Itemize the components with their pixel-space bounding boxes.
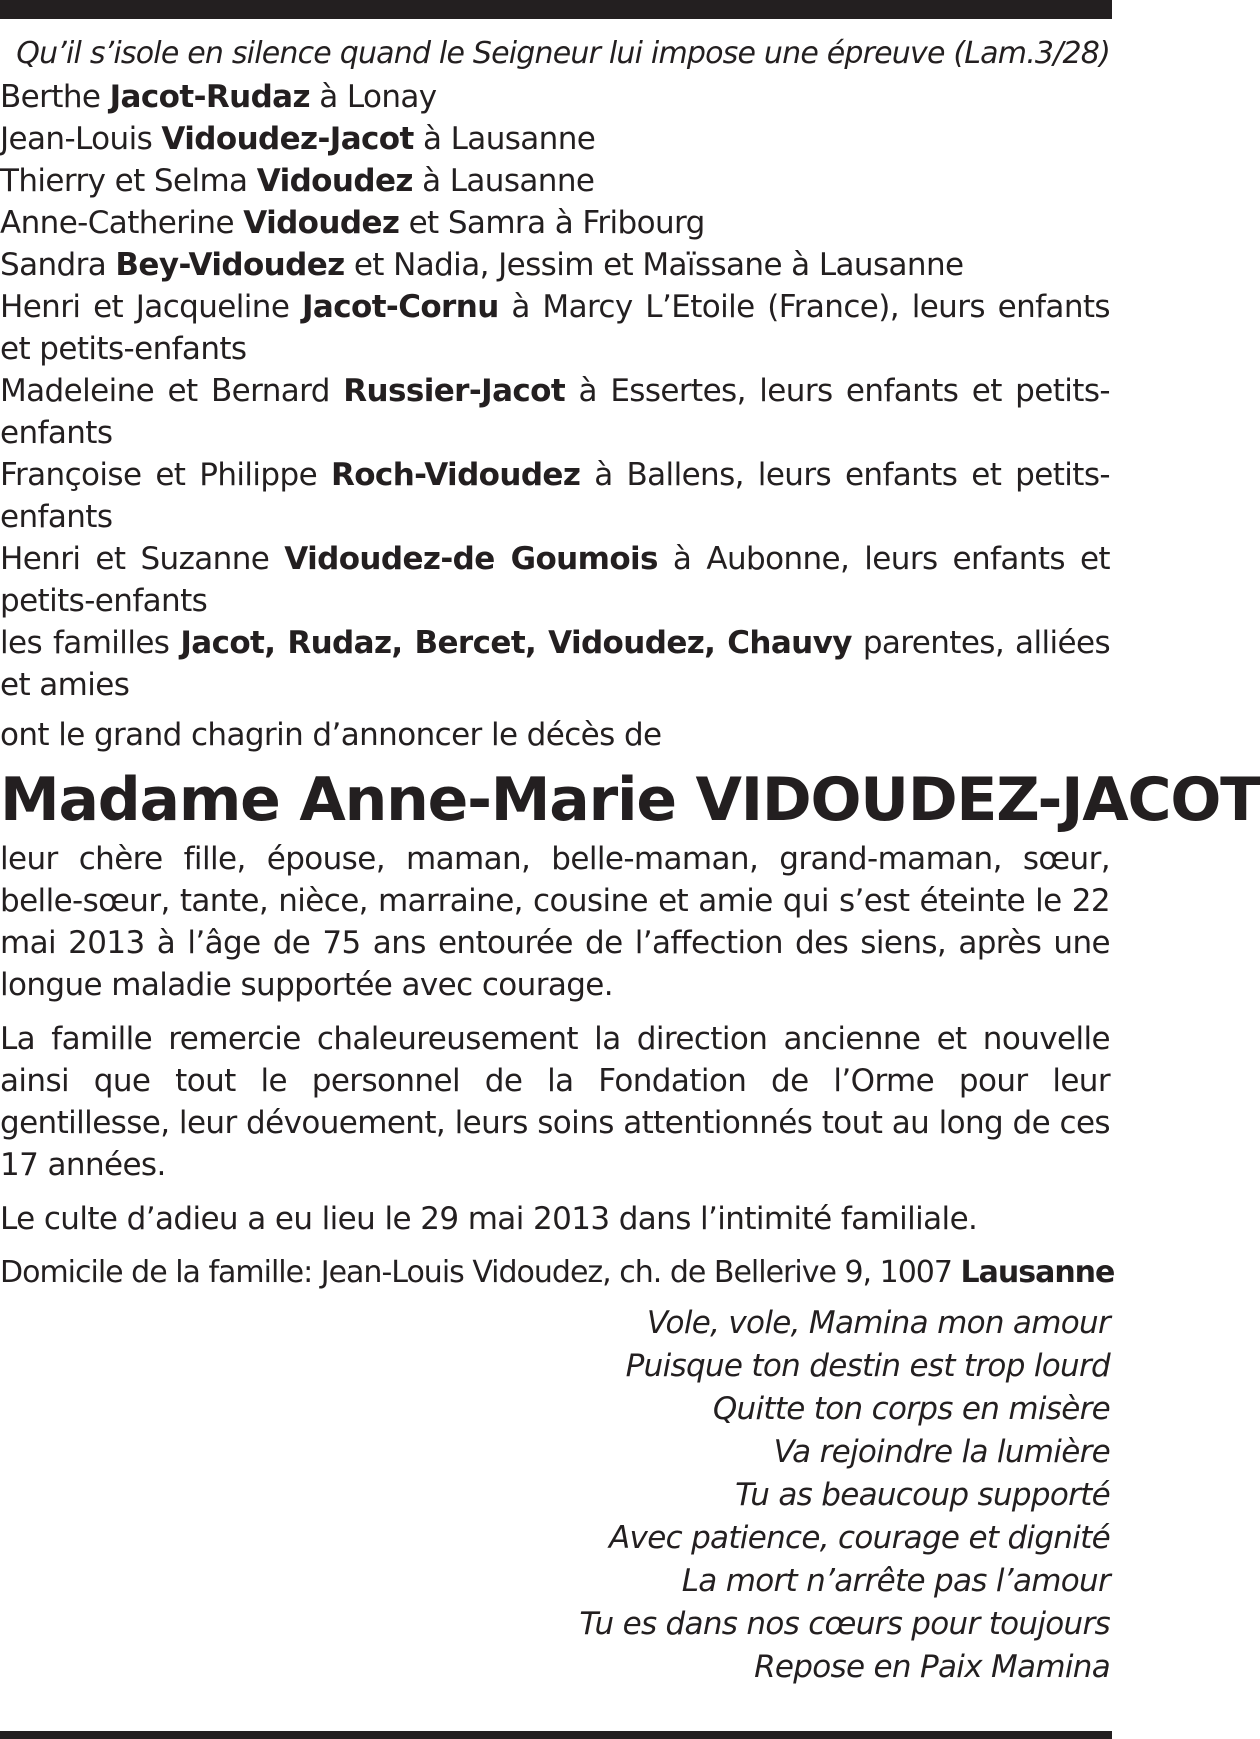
family-entry-text: Madeleine et Bernard <box>0 373 344 409</box>
family-entry-text: à Ballens, leurs enfants et petits-enfants <box>0 457 1110 535</box>
thanks-paragraph: La famille remercie chaleureusement la direction ancienne et nouvelle ainsi que tout le personnel de la Fondation de l’Orme pour leur gentillesse, leur dévouement, leurs soins attentionnés tout au long de ces 17 années. <box>0 1021 1110 1183</box>
deceased-name: Madame Anne-Marie VIDOUDEZ-JACOT <box>0 765 1260 835</box>
family-entry-text: Henri et Jacqueline <box>0 289 302 325</box>
address-text: Domicile de la famille: Jean-Louis Vidoudez, ch. de Bellerive 9, 1007 <box>0 1255 961 1290</box>
family-entry <box>0 118 1110 160</box>
top-rule <box>0 0 1112 19</box>
family-entry <box>0 244 1110 286</box>
announcement: ont le grand chagrin d’annoncer le décès de <box>0 717 662 753</box>
family-entry <box>0 538 1110 622</box>
family-entry-text: Françoise et Philippe <box>0 457 331 493</box>
bottom-rule <box>0 1731 1112 1739</box>
family-entry-text: Sandra <box>0 247 116 283</box>
poem-line: Tu as beaucoup supporté <box>735 1477 1110 1513</box>
address-city: Lausanne <box>960 1255 1115 1290</box>
family-entry-text: à Essertes, leurs enfants et petits-enfants <box>0 373 1110 451</box>
family-entry-name: Jacot, Rudaz, Bercet, Vidoudez, Chauvy <box>180 625 852 661</box>
family-entry-name: Bey-Vidoudez <box>115 247 345 283</box>
family-entry <box>0 622 1110 706</box>
family-entry-name: Vidoudez-Jacot <box>161 121 414 157</box>
family-entry <box>0 160 1110 202</box>
family-entry-name: Vidoudez-de Goumois <box>284 541 658 577</box>
poem <box>0 1302 1110 1689</box>
family-entry-text: Henri et Suzanne <box>0 541 285 577</box>
poem-line: Avec patience, courage et dignité <box>609 1520 1110 1556</box>
family-entry-text: à Marcy L’Etoile (France), leurs enfants et petits-enfants <box>0 289 1110 367</box>
family-entry-name: Vidoudez <box>256 163 413 199</box>
family-entry-name: Russier-Jacot <box>343 373 566 409</box>
family-entry-name: Roch-Vidoudez <box>330 457 581 493</box>
family-entry-text: à Lausanne <box>413 121 596 157</box>
family-entry <box>0 286 1110 370</box>
family-entry-text: les familles <box>0 625 181 661</box>
family-entry-text: et Samra à Fribourg <box>399 205 705 241</box>
family-entry-text: à Aubonne, leurs enfants et petits-enfants <box>0 541 1110 619</box>
poem-line: Va rejoindre la lumière <box>773 1434 1110 1470</box>
poem-line: Quitte ton corps en misère <box>712 1391 1110 1427</box>
family-address <box>0 1252 1115 1294</box>
family-entry <box>0 202 1110 244</box>
poem-line: Repose en Paix Mamina <box>754 1649 1110 1685</box>
family-list <box>0 76 1110 706</box>
family-entry-text: et Nadia, Jessim et Maïssane à Lausanne <box>344 247 964 283</box>
family-entry-text: à Lausanne <box>412 163 595 199</box>
epigraph: Qu’il s’isole en silence quand le Seigneur lui impose une épreuve (Lam.3/28) <box>16 36 1110 71</box>
family-entry-name: Jacot-Rudaz <box>109 79 310 115</box>
family-entry-text: à Lonay <box>309 79 437 115</box>
family-entry-text: Jean-Louis <box>0 121 162 157</box>
poem-line: Tu es dans nos cœurs pour toujours <box>579 1606 1110 1642</box>
family-entry-name: Jacot-Cornu <box>301 289 499 325</box>
family-entry-text: Thierry et Selma <box>0 163 257 199</box>
family-entry <box>0 454 1110 538</box>
family-entry <box>0 370 1110 454</box>
poem-line: Puisque ton destin est trop lourd <box>625 1348 1110 1384</box>
tribute-paragraph: leur chère fille, épouse, maman, belle-maman, grand-maman, sœur, belle-sœur, tante, nièce, marraine, cousine et amie qui s’est éteinte le 22 mai 2013 à l’âge de 75 ans entourée de l’affection des siens, après une longue maladie supportée avec courage. <box>0 841 1110 1003</box>
obituary-notice <box>0 34 1260 1689</box>
poem-line: La mort n’arrête pas l’amour <box>681 1563 1110 1599</box>
service-paragraph: Le culte d’adieu a eu lieu le 29 mai 2013 dans l’intimité familiale. <box>0 1201 978 1237</box>
family-entry-name: Vidoudez <box>243 205 400 241</box>
family-entry-text: parentes, alliées et amies <box>0 625 1110 703</box>
poem-line: Vole, vole, Mamina mon amour <box>646 1305 1110 1341</box>
family-entry-text: Berthe <box>0 79 110 115</box>
family-entry <box>0 76 1110 118</box>
family-entry-text: Anne-Catherine <box>0 205 244 241</box>
